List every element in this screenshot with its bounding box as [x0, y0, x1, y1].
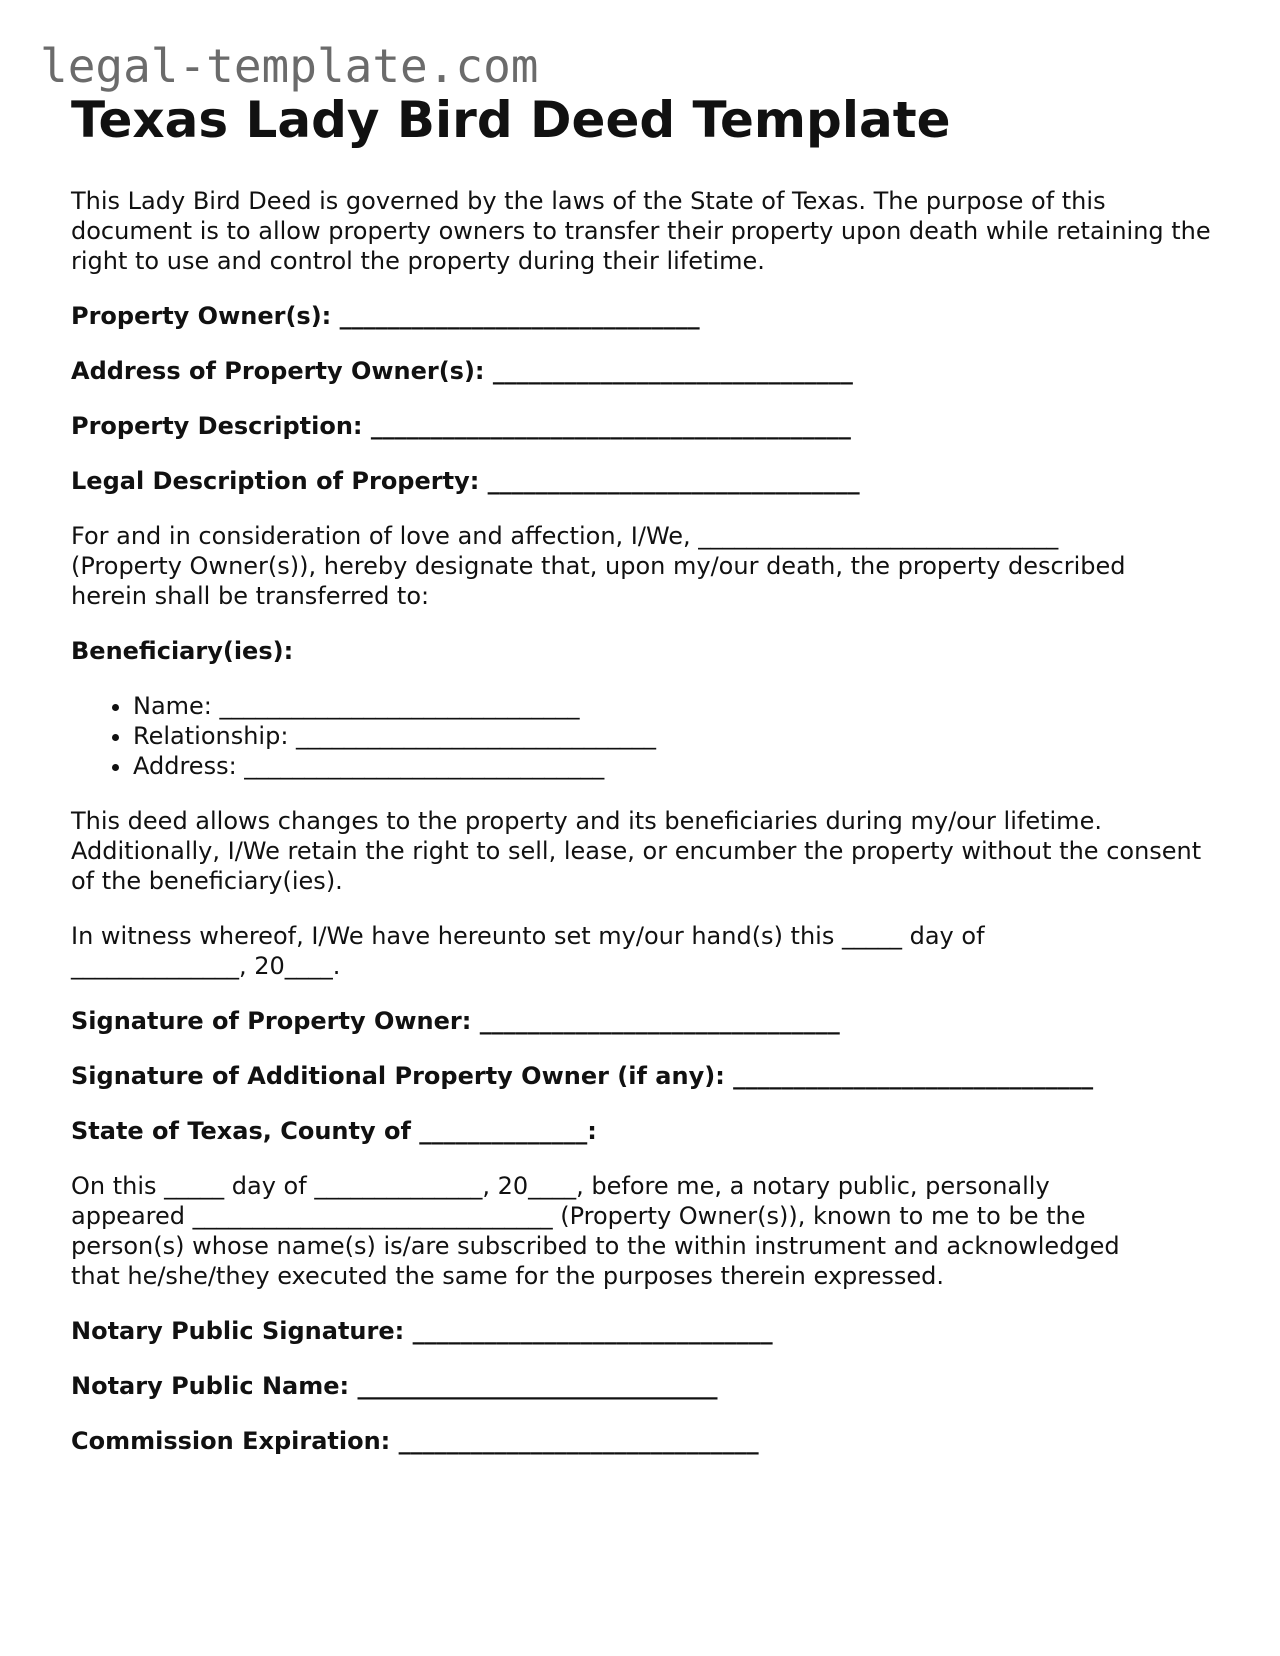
consideration-line-1: For and in consideration of love and affection, I/We, ______________________________ — [71, 522, 1059, 550]
beneficiary-relationship-item: • Relationship: ______________________________ — [133, 721, 1221, 751]
notary-line-2: appeared ______________________________ (Property Owner(s)), known to me to be the — [71, 1202, 1086, 1230]
beneficiary-address-item: • Address: ______________________________ — [133, 751, 1221, 781]
intro-paragraph: This Lady Bird Deed is governed by the laws of the State of Texas. The purpose of this document is to allow property owners to transfer their property upon death while retaining the right to use and control the property during their lifetime. — [71, 187, 1211, 275]
commission-expiration-field: Commission Expiration: ______________________________ — [71, 1427, 759, 1455]
property-owners-field: Property Owner(s): ______________________________ — [71, 302, 700, 330]
beneficiaries-heading: Beneficiary(ies): — [71, 637, 294, 665]
owner-address-field: Address of Property Owner(s): ______________________________ — [71, 357, 853, 385]
property-description-field: Property Description: ________________________________________ — [71, 412, 851, 440]
owner-signature-field: Signature of Property Owner: ______________________________ — [71, 1007, 840, 1035]
county-field: State of Texas, County of ______________: — [71, 1117, 597, 1145]
witness-paragraph — [71, 921, 1221, 981]
additional-owner-signature-field: Signature of Additional Property Owner (if any): ______________________________ — [71, 1062, 1094, 1090]
notary-acknowledgment-paragraph — [71, 1171, 1221, 1291]
notary-line-1: On this _____ day of ______________, 20____, before me, a notary public, personally — [71, 1172, 1050, 1200]
changes-paragraph: This deed allows changes to the property and its beneficiaries during my/our lifetime. Additionally, I/We retain the right to sell, lease, or encumber the property without the consent of the beneficiary(ies). — [71, 807, 1202, 895]
witness-line-2: ______________, 20____. — [71, 952, 341, 980]
page-title: Texas Lady Bird Deed Template — [71, 91, 951, 149]
notary-name-field: Notary Public Name: ______________________________ — [71, 1372, 718, 1400]
notary-signature-field: Notary Public Signature: ______________________________ — [71, 1317, 773, 1345]
notary-line-4: that he/she/they executed the same for the purposes therein expressed. — [71, 1262, 945, 1290]
witness-line-1: In witness whereof, I/We have hereunto set my/our hand(s) this _____ day of — [71, 922, 985, 950]
beneficiary-name-item: • Name: ______________________________ — [133, 691, 1221, 721]
consideration-line-2: (Property Owner(s)), hereby designate that, upon my/our death, the property described — [71, 552, 1126, 580]
notary-line-3: person(s) whose name(s) is/are subscribed to the within instrument and acknowledged — [71, 1232, 1120, 1260]
consideration-paragraph — [71, 521, 1221, 611]
watermark-logo: legal-template.com — [40, 39, 539, 93]
legal-description-field: Legal Description of Property: _______________________________ — [71, 467, 860, 495]
consideration-line-3: herein shall be transferred to: — [71, 582, 430, 610]
document-page — [71, 88, 1221, 1456]
beneficiary-list — [71, 691, 1221, 781]
